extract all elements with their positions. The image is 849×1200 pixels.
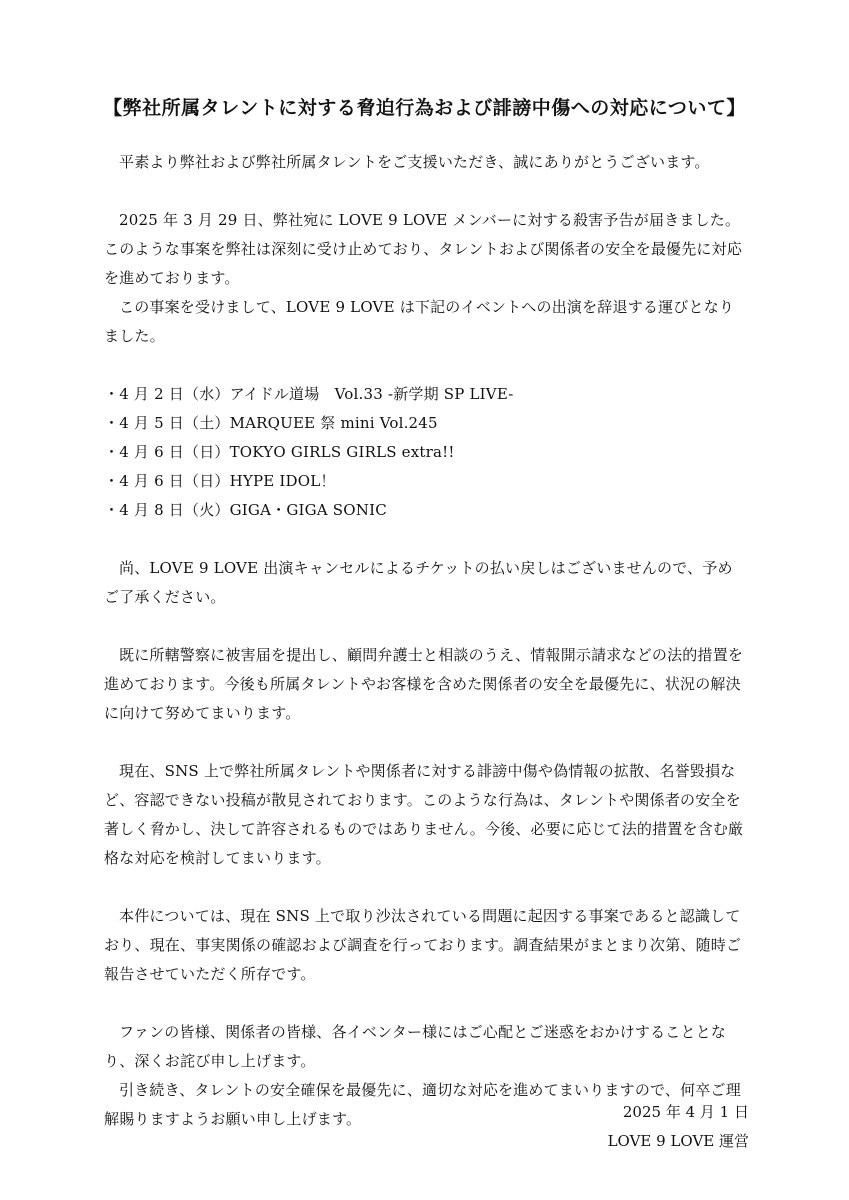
- spacer: [104, 728, 744, 757]
- legal-action-paragraph: 既に所轄警察に被害届を提出し、顧問弁護士と相談のうえ、情報開示請求などの法的措置を進めております。今後も所属タレントやお客様を含めた関係者の安全を最優先に、状況の解決に向けて努めてまいります。: [104, 646, 744, 722]
- spacer: [104, 873, 744, 902]
- spacer: [104, 525, 744, 554]
- event-item: ・4 月 2 日（水）アイドル道場 Vol.33 -新学期 SP LIVE-: [104, 385, 514, 403]
- document-body: [104, 148, 744, 1134]
- cancelled-events-list: [104, 380, 744, 525]
- event-item: ・4 月 5 日（土）MARQUEE 祭 mini Vol.245: [104, 414, 438, 432]
- announcement-paragraph: 2025 年 3 月 29 日、弊社宛に LOVE 9 LOVE メンバーに対する殺害予告が届きました。このような事案を弊社は深刻に受け止めており、タレントおよび関係者の安全を最優先に対応を進めております。: [104, 211, 743, 287]
- signature-date: 2025 年 4 月 1 日: [622, 1103, 749, 1121]
- spacer: [104, 989, 744, 1018]
- closing-paragraph: 引き続き、タレントの安全確保を最優先に、適切な対応を進めてまいりますので、何卒ご理解賜りますようお願い申し上げます。: [104, 1081, 741, 1128]
- refund-notice-paragraph: 尚、LOVE 9 LOVE 出演キャンセルによるチケットの払い戻しはございませんので、予めご了承ください。: [104, 559, 733, 606]
- investigation-paragraph: 本件については、現在 SNS 上で取り沙汰されている問題に起因する事案であると認識しており、現在、事実関係の確認および調査を行っております。調査結果がまとまり次第、随時ご報告させていただく所存です。: [104, 907, 742, 983]
- spacer: [104, 351, 744, 380]
- event-item: ・4 月 6 日（日）HYPE IDOL！: [104, 472, 336, 490]
- spacer: [104, 612, 744, 641]
- event-item: ・4 月 6 日（日）TOKYO GIRLS GIRLS extra!!: [104, 443, 455, 461]
- signature-organization: LOVE 9 LOVE 運営: [607, 1132, 749, 1150]
- apology-paragraph: ファンの皆様、関係者の皆様、各イベンター様にはご心配とご迷惑をおかけすることとなり、深くお詫び申し上げます。: [104, 1023, 727, 1070]
- spacer: [104, 177, 744, 206]
- withdrawal-paragraph: この事案を受けまして、LOVE 9 LOVE は下記のイベントへの出演を辞退する運びとなりました。: [104, 298, 735, 345]
- greeting-paragraph: 平素より弊社および弊社所属タレントをご支援いただき、誠にありがとうございます。: [119, 153, 710, 171]
- signature-block: [608, 1098, 749, 1156]
- document-title: 【弊社所属タレントに対する脅迫行為および誹謗中傷への対応について】: [103, 97, 746, 119]
- event-item: ・4 月 8 日（火）GIGA・GIGA SONIC: [104, 501, 387, 519]
- sns-statement-paragraph: 現在、SNS 上で弊社所属タレントや関係者に対する誹謗中傷や偽情報の拡散、名誉毀損など、容認できない投稿が散見されております。このような行為は、タレントや関係者の安全を著しく脅かし、決して許容されるものではありません。今後、必要に応じて法的措置を含む厳格な対応を検討してまいります。: [104, 762, 744, 867]
